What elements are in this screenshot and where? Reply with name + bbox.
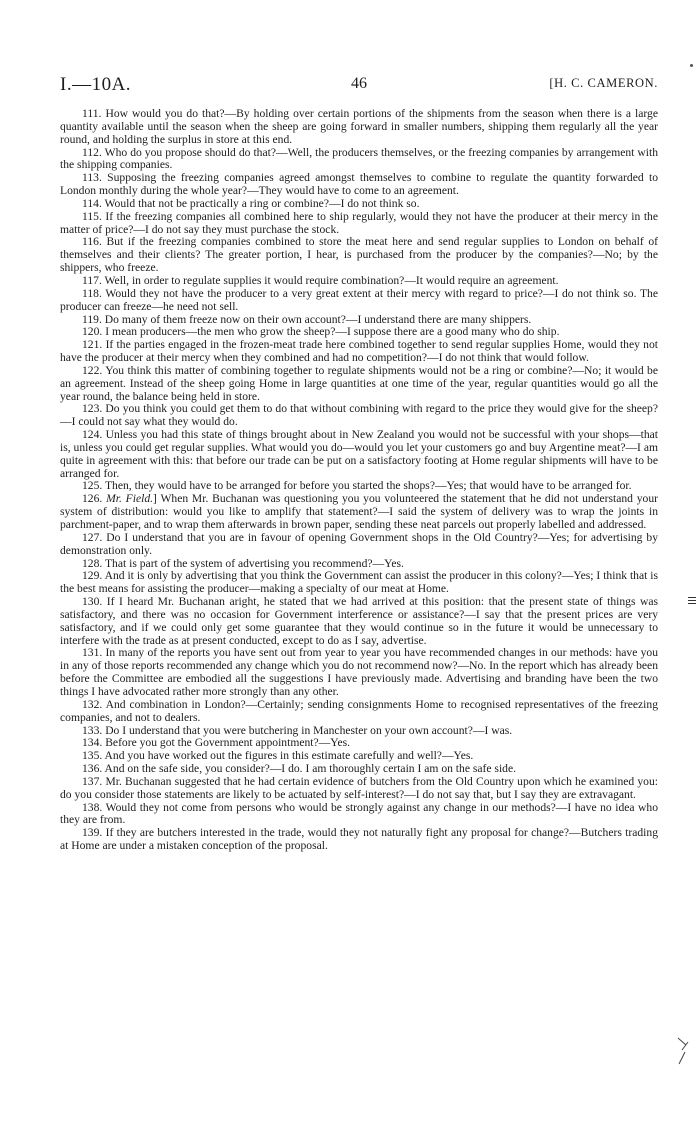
question-116: 116. But if the freezing companies combined to store the meat here and send regular supplies to London on behalf of themselves and their clients? The greater portion, I hear, is purchased from the producer by the companies?—No; by the shippers, who freeze. (60, 235, 658, 275)
question-117: 117. Well, in order to regulate supplies it would require combination?—It would require an agreement. (82, 273, 559, 287)
question-113: 113. Supposing the freezing companies agreed amongst themselves to combine to regulate the quantity forwarded to London monthly during the whole year?—They would have to come to an agreement. (60, 171, 658, 198)
question-135: 135. And you have worked out the figures in this estimate carefully and well?—Yes. (82, 749, 474, 763)
question-131: 131. In many of the reports you have sent out from year to year you have recommended changes in our methods: have you in any of those reports recommended any change which you do not recommend now?—No. In the report which has already been before the Committee are embodied all the suggestions I have previously made. Advertising and branding have been the two things I have advocated rather more strongly than any other. (60, 646, 658, 698)
question-127: 127. Do I understand that you are in favour of opening Government shops in the Old Country?—Yes; for advertising by demonstration only. (60, 530, 658, 557)
question-137: 137. Mr. Buchanan suggested that he had certain evidence of butchers from the Old Country upon which he examined you: do you consider those statements are likely to be actuated by self-interest?—I do not say that, but I say they are extravagant. (60, 774, 658, 801)
question-120: 120. I mean producers—the men who grow the sheep?—I suppose there are a good many who do ship. (82, 325, 560, 339)
question-text: ] When Mr. Buchanan was questioning you you volunteered the statement that he did not understand your system of distribution: would you like to amplify that statement?—I said the system of delivery was to wrap the joints in parchment-paper, and to wrap them afterwards in brown paper, sending these neat parcels out properly labelled and addressed. (60, 492, 658, 531)
question-115: 115. If the freezing companies all combined here to ship regularly, would they not have the producer at their mercy in the matter of price?—I do not say they must purchase the stock. (60, 209, 658, 236)
question-129: 129. And it is only by advertising that you think the Government can assist the producer in this colony?—Yes; I think that is the best means for assisting the producer—making a specialty of our meat at Home. (60, 569, 658, 596)
page-number: 46 (351, 75, 367, 92)
evidence-body (60, 108, 658, 853)
question-114: 114. Would that not be practically a ring or combine?—I do not think so. (82, 196, 420, 210)
question-139: 139. If they are butchers interested in the trade, would they not naturally fight any proposal for change?—Butchers trading at Home are under a mistaken conception of the proposal. (60, 826, 658, 853)
question-121: 121. If the parties engaged in the frozen-meat trade here combined together to send regular supplies Home, would they not have the producer at their mercy when they combined and had no competition?—I do not think that would follow. (60, 338, 658, 365)
question-118: 118. Would they not have the producer to a very great extent at their mercy with regard to price?—I do not think so. The producer can freeze—he need not sell. (60, 286, 658, 313)
question-124: 124. Unless you had this state of things brought about in New Zealand you would not be successful with your shops—that is, unless you could get regular supplies. What would you do—would you let your customers go and buy Argentine meat?—I am quite in agreement with this: that before our trade can be put on a satisfactory footing at Home regular shipments will have to be arranged for. (60, 428, 658, 480)
question-number: 126. (82, 492, 107, 506)
question-132: 132. And combination in London?—Certainly; sending consignments Home to recognised representatives of the freezing companies, and not to dealers. (60, 697, 658, 724)
question-126 (60, 493, 658, 532)
header-witness-name: [H. C. CAMERON. (549, 76, 658, 90)
question-111: 111. How would you do that?—By holding over certain portions of the shipments from the season when there is a large quantity available until the season when the sheep are going forward in smaller numbers, shipping them regularly all the year round, and holding the surplus in store at this end. (60, 107, 658, 146)
questioner-name: Mr. Field. (106, 492, 154, 506)
question-125: 125. Then, they would have to be arranged for before you started the shops?—Yes; that would have to be arranged for. (82, 479, 632, 493)
header-reference: I.—10A. (60, 74, 132, 95)
question-122: 122. You think this matter of combining together to regulate shipments would not be a ring or combine?—No; it would be an agreement. Instead of the sheep going Home in large quantities at one time of the year, regular quantities would go all the year round, the balance being held in store. (60, 363, 658, 403)
margin-tick-mark (688, 597, 696, 605)
margin-dot (690, 64, 693, 67)
page-header (60, 74, 658, 100)
question-128: 128. That is part of the system of advertising you recommend?—Yes. (82, 556, 404, 570)
margin-pencil-mark (676, 1036, 690, 1066)
question-112: 112. Who do you propose should do that?—Well, the producers themselves, or the freezing companies by arrangement with the shipping companies. (60, 145, 658, 172)
question-136: 136. And on the safe side, you consider?—I do. I am thoroughly certain I am on the safe side. (82, 762, 517, 776)
question-134: 134. Before you got the Government appointment?—Yes. (82, 736, 351, 750)
question-133: 133. Do I understand that you were butchering in Manchester on your own account?—I was. (82, 723, 513, 737)
question-123: 123. Do you think you could get them to do that without combining with regard to the price they would give for the sheep?—I could not say what they would do. (60, 402, 658, 429)
question-130: 130. If I heard Mr. Buchanan aright, he stated that we had arrived at this position: that the present state of things was satisfactory, and there was no occasion for Government interference or assistance?—I say that the present prices are very satisfactory, and if we could only get some guarantee that they would continue so in the future it would be unnecessary to interfere with the trade as at present conducted, except to do as I say, advertise. (60, 595, 658, 647)
question-138: 138. Would they not come from persons who would be strongly against any change in our methods?—I have no idea who they are from. (60, 800, 658, 827)
question-119: 119. Do many of them freeze now on their own account?—I understand there are many shippers. (82, 312, 532, 326)
